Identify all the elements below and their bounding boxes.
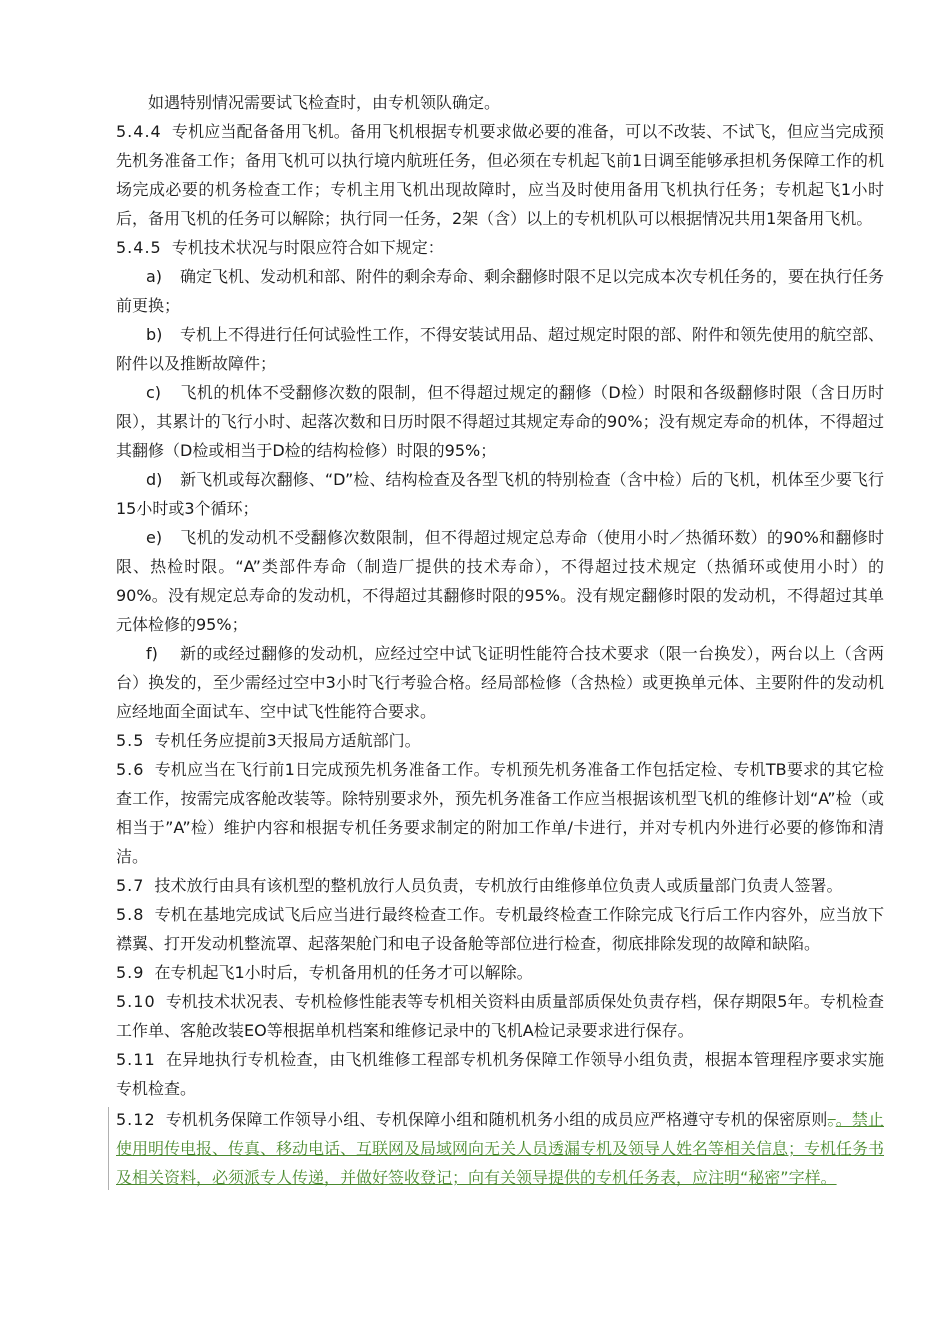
revision-change-bar [108,1107,109,1190]
list-item-text: 飞机的发动机不受翻修次数限制，但不得超过规定总寿命（使用小时／热循环数）的90%和翻修时限、热检时限。“A”类部件寿命（制造厂提供的技术寿命），不得超过技术规定（热循环或使用小时）的90%。没有规定总寿命的发动机，不得超过其翻修时限的95%。没有规定翻修时限的发动机，不得超过其单元体检修的95%； [116,528,884,634]
paragraph-text: 技术放行由具有该机型的整机放行人员负责，专机放行由维修单位负责人或质量部门负责人签署。 [154,876,843,895]
list-item-label: a) [146,267,163,286]
list-item-text: 新飞机或每次翻修、“D”检、结构检查及各型飞机的特别检查（含中检）后的飞机，机体至少要飞行15小时或3个循环； [116,470,884,518]
paragraph-text: 在异地执行专机检查，由飞机维修工程部专机机务保障工作领导小组负责，根据本管理程序要求实施专机检查。 [116,1050,884,1098]
paragraph-test-flight [116,88,884,117]
paragraph-text: 专机机务保障工作领导小组、专机保障小组和随机机务小组的成员应严格遵守专机的保密原则 [165,1110,828,1129]
paragraph-text: 专机应当配备备用飞机。备用飞机根据专机要求做必要的准备，可以不改装、不试飞，但应当完成预先机务准备工作；备用飞机可以执行境内航班任务，但必须在专机起飞前1日调至能够承担机务保障工作的机场完成必要的机务检查工作；专机主用飞机出现故障时，应当及时使用备用飞机执行任务；专机起飞1小时后，备用飞机的任务可以解除；执行同一任务，2架（含）以上的专机机队可以根据情况共用1架备用飞机。 [116,122,884,228]
section-number: 5.11 [116,1050,156,1069]
paragraph-text: 专机应当在飞行前1日完成预先机务准备工作。专机预先机务准备工作包括定检、专机TB要求的其它检查工作，按需完成客舱改装等。除特别要求外，预先机务准备工作应当根据该机型飞机的维修计划“A”检（或相当于”A”检）维护内容和根据专机任务要求制定的附加工作单/卡进行，并对专机内外进行必要的修饰和清洁。 [116,760,884,866]
paragraph-5-7 [116,871,884,900]
list-item-text: 飞机的机体不受翻修次数的限制，但不得超过规定的翻修（D检）时限和各级翻修时限（含日历时限），其累计的飞行小时、起落次数和日历时限不得超过其规定寿命的90%；没有规定寿命的机体，不得超过其翻修（D检或相当于D检的结构检修）时限的95%； [116,383,884,460]
paragraph-5-12 [116,1105,884,1192]
section-number: 5.4.5 [116,238,162,257]
section-number: 5.8 [116,905,145,924]
section-number: 5.5 [116,731,145,750]
list-item-label: c) [146,383,162,402]
list-item-text: 新的或经过翻修的发动机，应经过空中试飞证明性能符合技术要求（限一台换发），两台以上（含两台）换发的，至少需经过空中3小时飞行考验合格。经局部检修（含热检）或更换单元体、主要附件的发动机应经地面全面试车、空中试飞性能符合要求。 [116,644,884,721]
list-item-text: 确定飞机、发动机和部、附件的剩余寿命、剩余翻修时限不足以完成本次专机任务的，要在执行任务前更换； [116,267,885,315]
paragraph-text: 专机任务应提前3天报局方适航部门。 [154,731,421,750]
paragraph-text: 在专机起飞1小时后，专机备用机的任务才可以解除。 [154,963,533,982]
list-item-c [116,378,884,465]
section-number: 5.6 [116,760,145,779]
list-item-a [116,262,884,320]
paragraph-5-10 [116,987,884,1045]
section-number: 5.7 [116,876,145,895]
section-number: 5.10 [116,992,156,1011]
section-number: 5.4.4 [116,122,162,141]
list-item-f [116,639,884,726]
paragraph-5-9 [116,958,884,987]
list-item-e [116,523,884,639]
paragraph-5-4-5 [116,233,884,262]
paragraph-5-6 [116,755,884,871]
list-item-label: d) [146,470,163,489]
list-item-label: f) [146,644,158,663]
paragraph-5-11 [116,1045,884,1103]
paragraph-text: 如遇特别情况需要试飞检查时，由专机领队确定。 [148,93,501,112]
list-item-label: b) [146,325,163,344]
list-item-text: 专机上不得进行任何试验性工作，不得安装试用品、超过规定时限的部、附件和领先使用的航空部、附件以及推断故障件； [116,325,885,373]
paragraph-text: 专机技术状况与时限应符合如下规定： [171,238,444,257]
paragraph-text: 专机在基地完成试飞后应当进行最终检查工作。专机最终检查工作除完成飞行后工作内容外，应当放下襟翼、打开发动机整流罩、起落架舱门和电子设备舱等部位进行检查，彻底排除发现的故障和缺陷。 [116,905,884,953]
document-body [116,88,884,1192]
list-item-b [116,320,884,378]
paragraph-5-4-4 [116,117,884,233]
paragraph-text: 专机技术状况表、专机检修性能表等专机相关资料由质量部质保处负责存档，保存期限5年。专机检查工作单、客舱改装EO等根据单机档案和维修记录中的飞机A检记录要求进行保存。 [116,992,884,1040]
inserted-text: 。禁止使用明传电报、传真、移动电话、互联网及局域网向无关人员透漏专机及领导人姓名等相关信息；专机任务书及相关资料，必须派专人传递，并做好签收登记；向有关领导提供的专机任务表，应注明“秘密”字样。 [116,1110,885,1187]
deleted-text: 。 [827,1110,836,1129]
list-item-label: e) [146,528,163,547]
section-number: 5.12 [116,1110,156,1129]
section-number: 5.9 [116,963,145,982]
paragraph-5-5 [116,726,884,755]
tracked-change-block [116,1105,884,1192]
paragraph-5-8 [116,900,884,958]
list-item-d [116,465,884,523]
